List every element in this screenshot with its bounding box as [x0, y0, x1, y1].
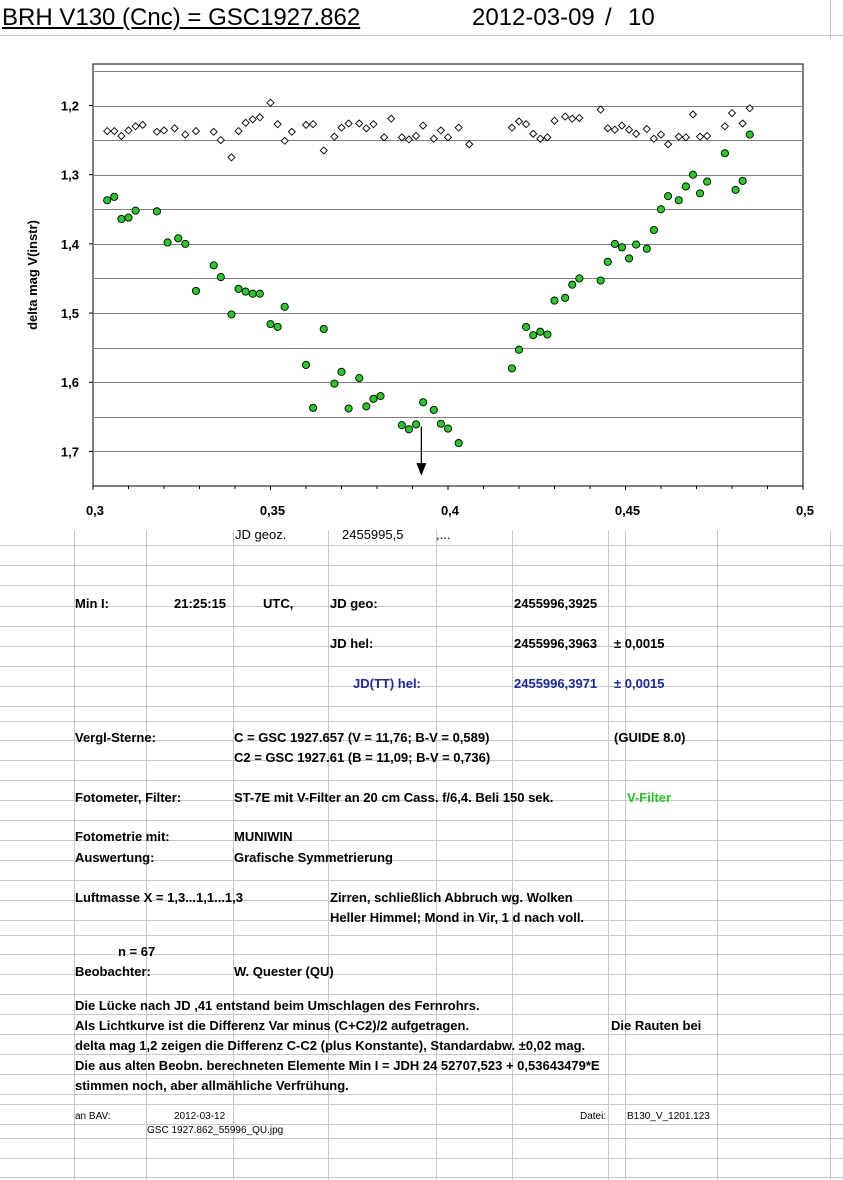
jdtt-hel-label: JD(TT) hel: — [353, 676, 421, 691]
fotometrie-label: Fotometrie mit: — [75, 829, 170, 844]
an-bav-label: an BAV: — [75, 1111, 111, 1122]
var-data-point — [338, 368, 345, 375]
min-utc: UTC, — [263, 596, 294, 611]
y-tick-label: 1,3 — [60, 167, 79, 183]
var-data-point — [242, 288, 249, 295]
var-data-point — [192, 287, 199, 294]
beobachter-value: W. Quester (QU) — [234, 964, 334, 979]
vergl-guide: (GUIDE 8.0) — [614, 730, 686, 745]
var-data-point — [153, 208, 160, 215]
var-data-point — [118, 215, 125, 222]
var-data-point — [363, 403, 370, 410]
x-tick-label: 0,5 — [795, 503, 815, 518]
var-data-point — [256, 290, 263, 297]
x-tick-label: 0,4 — [440, 503, 460, 518]
var-data-point — [111, 193, 118, 200]
var-data-point — [696, 190, 703, 197]
x-tick-label: 0,45 — [614, 503, 641, 518]
var-data-point — [281, 303, 288, 310]
var-data-point — [104, 197, 111, 204]
jd-geoz-label: JD geoz. — [235, 527, 287, 542]
wetter-line-2: Heller Himmel; Mond in Vir, 1 d nach voll. — [330, 910, 585, 925]
var-data-point — [430, 406, 437, 413]
page-number: 10 — [628, 4, 655, 31]
var-data-point — [420, 399, 427, 406]
var-data-point — [444, 425, 451, 432]
note-line-5: stimmen noch, aber allmähliche Verfrühung. — [75, 1078, 349, 1093]
x-tick-label: 0,35 — [259, 503, 286, 518]
var-data-point — [320, 325, 327, 332]
var-data-point — [164, 239, 171, 246]
var-data-point — [569, 281, 576, 288]
y-tick-label: 1,7 — [60, 444, 79, 460]
fotometrie-value: MUNIWIN — [234, 829, 293, 844]
jdtt-hel-value: 2455996,3971 — [514, 676, 598, 691]
var-data-point — [544, 331, 551, 338]
var-data-point — [689, 171, 696, 178]
var-data-point — [618, 244, 625, 251]
var-data-point — [398, 422, 405, 429]
note-line-3: delta mag 1,2 zeigen die Differenz C-C2 (plus Konstante), Standardabw. ±0,02 mag. — [75, 1038, 586, 1053]
var-data-point — [537, 328, 544, 335]
var-data-point — [721, 150, 728, 157]
min-label: Min I: — [75, 596, 109, 611]
var-data-point — [675, 197, 682, 204]
var-data-point — [704, 178, 711, 185]
var-data-point — [125, 214, 132, 221]
var-data-point — [370, 395, 377, 402]
jd-geoz-suffix: ,... — [436, 527, 451, 542]
var-data-point — [746, 131, 753, 138]
y-tick-label: 1,6 — [60, 375, 79, 391]
footer-filename: GSC 1927.862_55996_QU.jpg — [147, 1125, 284, 1136]
vergl-label: Vergl-Sterne: — [75, 730, 156, 745]
light-curve-chart — [0, 40, 843, 530]
note-line-4: Die aus alten Beobn. berechneten Elemente Min I = JDH 24 52707,523 + 0,53643479*E — [75, 1058, 600, 1073]
var-data-point — [576, 275, 583, 282]
var-data-point — [132, 207, 139, 214]
title-slash: / — [605, 4, 612, 31]
note-line-2: Als Lichtkurve ist die Differenz Var minus (C+C2)/2 aufgetragen. — [75, 1018, 470, 1033]
var-data-point — [633, 241, 640, 248]
jdtt-hel-error: ± 0,0015 — [614, 676, 665, 691]
fotometer-value: ST-7E mit V-Filter an 20 cm Cass. f/6,4. Beli 150 sek. — [234, 790, 554, 805]
x-tick-label: 0,3 — [85, 503, 105, 518]
var-data-point — [228, 311, 235, 318]
var-data-point — [182, 240, 189, 247]
plot-area — [93, 64, 803, 486]
y-axis-label: delta mag V(instr) — [25, 220, 40, 330]
var-data-point — [682, 183, 689, 190]
vergl-c: C = GSC 1927.657 (V = 11,76; B-V = 0,589) — [234, 730, 490, 745]
var-data-point — [302, 361, 309, 368]
y-tick-label: 1,5 — [60, 306, 79, 322]
note-line-2b: Die Rauten bei — [611, 1018, 702, 1033]
var-data-point — [643, 245, 650, 252]
var-data-point — [732, 186, 739, 193]
var-data-point — [562, 294, 569, 301]
var-data-point — [523, 323, 530, 330]
var-data-point — [249, 290, 256, 297]
var-data-point — [210, 262, 217, 269]
vergl-c2: C2 = GSC 1927.61 (B = 11,09; B-V = 0,736) — [234, 750, 491, 765]
jd-geo-label: JD geo: — [330, 596, 378, 611]
jd-hel-value: 2455996,3963 — [514, 636, 598, 651]
wetter-line-1: Zirren, schließlich Abbruch wg. Wolken — [330, 890, 573, 905]
jd-geoz-value: 2455995,5 — [342, 527, 404, 542]
var-data-point — [604, 258, 611, 265]
var-data-point — [217, 273, 224, 280]
min-time: 21:25:15 — [174, 596, 227, 611]
var-data-point — [455, 440, 462, 447]
var-data-point — [611, 240, 618, 247]
var-data-point — [515, 346, 522, 353]
datei-value: B130_V_1201.123 — [627, 1111, 710, 1122]
y-tick-label: 1,2 — [60, 98, 79, 114]
var-data-point — [665, 193, 672, 200]
beobachter-label: Beobachter: — [75, 964, 151, 979]
var-data-point — [530, 332, 537, 339]
observation-date: 2012-03-09 — [472, 4, 595, 31]
var-data-point — [412, 421, 419, 428]
luftmasse: Luftmasse X = 1,3...1,1...1,3 — [75, 890, 244, 905]
var-data-point — [551, 297, 558, 304]
var-data-point — [310, 404, 317, 411]
page-title: BRH V130 (Cnc) = GSC1927.862 — [2, 4, 361, 31]
y-tick-label: 1,4 — [60, 236, 79, 252]
var-data-point — [274, 323, 281, 330]
var-data-point — [345, 405, 352, 412]
note-line-1: Die Lücke nach JD ,41 entstand beim Umschlagen des Fernrohrs. — [75, 998, 480, 1013]
auswertung-value: Grafische Symmetrierung — [234, 850, 393, 865]
observation-count: n = 67 — [118, 944, 156, 959]
var-data-point — [175, 235, 182, 242]
var-data-point — [235, 285, 242, 292]
filter-value: V-Filter — [627, 790, 672, 805]
var-data-point — [377, 392, 384, 399]
jd-hel-label: JD hel: — [330, 636, 374, 651]
var-data-point — [508, 365, 515, 372]
fotometer-label: Fotometer, Filter: — [75, 790, 182, 805]
var-data-point — [650, 226, 657, 233]
var-data-point — [437, 420, 444, 427]
var-data-point — [331, 380, 338, 387]
auswertung-label: Auswertung: — [75, 850, 155, 865]
var-data-point — [625, 255, 632, 262]
var-data-point — [597, 277, 604, 284]
var-data-point — [267, 321, 274, 328]
jd-hel-error: ± 0,0015 — [614, 636, 665, 651]
footer-date: 2012-03-12 — [174, 1111, 226, 1122]
jd-geo-value: 2455996,3925 — [514, 596, 598, 611]
var-data-point — [739, 177, 746, 184]
var-data-point — [405, 426, 412, 433]
var-data-point — [356, 374, 363, 381]
var-data-point — [657, 206, 664, 213]
datei-label: Datei: — [580, 1111, 607, 1122]
